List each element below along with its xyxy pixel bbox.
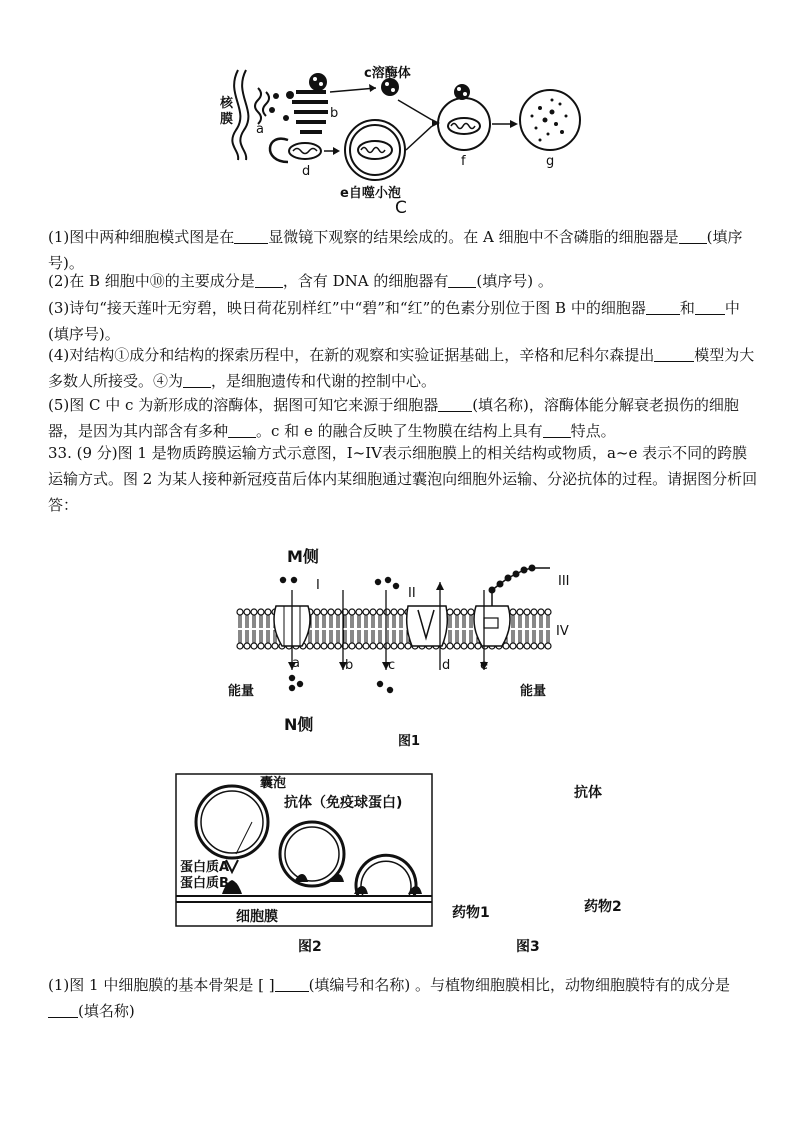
fig3-antibody-label: 抗体 (574, 785, 602, 801)
fig1-label-I: I (316, 578, 320, 593)
label-d: d (302, 164, 311, 179)
q32-p4-text3: ，是细胞遗传和代谢的控制中心。 (211, 372, 437, 390)
q32-p1-blank1[interactable] (234, 227, 268, 244)
q33-intro (48, 440, 760, 518)
label-b: b (330, 106, 339, 121)
q32-p1-text1: (1)图中两种细胞模式图是在 (48, 228, 235, 246)
q32-p3-blank2[interactable] (695, 298, 725, 315)
label-a: a (256, 122, 264, 137)
fig1-energy-left: 能量 (228, 684, 255, 699)
q32-part4 (48, 342, 760, 394)
q32-p1-text3: (填序号)。 (48, 228, 743, 272)
fig2-antibody-label: 抗体（免疫球蛋白) (284, 795, 403, 811)
q32-p5-text1: (5)图 C 中 c 为新形成的溶酶体，据图可知它来源于细胞器 (48, 396, 439, 414)
q32-p4-text1: (4)对结构①成分和结构的探索历程中，在新的观察和实验证据基础上，辛格和尼科尔森提出 (48, 346, 655, 364)
q32-p3-text1: (3)诗句“接天莲叶无穷碧，映日荷花别样红”中“碧”和“红”的色素分别位于图 B 中的细胞器 (48, 299, 646, 317)
q32-p5-blank2[interactable] (228, 421, 256, 438)
figure-2-caption: 图2 (298, 939, 322, 955)
fig1-label-b: b (345, 658, 354, 673)
label-nucleus-1: 核 (220, 96, 234, 111)
q32-part3 (48, 295, 760, 347)
label-nucleus-2: 膜 (220, 112, 234, 127)
fig1-label-II: II (408, 586, 416, 601)
q32-p2-text2: ，含有 DNA 的细胞器有 (282, 272, 449, 290)
q32-p3-text2: 和 (679, 299, 695, 317)
fig1-label-e: e (480, 658, 488, 673)
q32-p4-blank1[interactable] (654, 345, 694, 362)
q32-p5-blank3[interactable] (543, 421, 571, 438)
q32-p2-text3: (填序号) 。 (476, 272, 553, 290)
q33-p1-text1: (1)图 1 中细胞膜的基本骨架是 [ ] (48, 976, 275, 994)
q32-p1-blank2[interactable] (679, 227, 707, 244)
q32-p5-blank1[interactable] (438, 395, 472, 412)
figure-c-caption: C (395, 198, 407, 218)
q32-p1-text2: 显微镜下观察的结果绘成的。在 A 细胞中不含磷脂的细胞器是 (268, 228, 679, 246)
label-g: g (546, 154, 555, 169)
q32-part2 (48, 268, 760, 294)
q33-p1-blank1[interactable] (275, 975, 309, 992)
q32-p3-text3: 中(填序号)。 (48, 299, 740, 343)
q33-p1-blank2[interactable] (48, 1001, 78, 1018)
q32-p4-text2: 模型为大多数人所接受。④为 (48, 346, 755, 390)
fig1-label-IV: IV (556, 624, 569, 639)
fig1-energy-right: 能量 (520, 684, 547, 699)
fig2-protein-a-label: 蛋白质A (180, 860, 230, 875)
q32-p5-text3: 。c 和 e 的融合反映了生物膜在结构上具有 (256, 422, 543, 440)
q32-p2-blank2[interactable] (448, 271, 476, 288)
figure-3-caption: 图3 (516, 939, 540, 955)
fig2-protein-b-label: 蛋白质B (180, 876, 229, 891)
q33-p1-text2: (填编号和名称) 。与植物细胞膜相比，动物细胞膜特有的成分是 (308, 976, 731, 994)
q33-intro-text: 33. (9 分)图 1 是物质跨膜运输方式示意图，I~IV表示细胞膜上的相关结构或物质，a~e 表示不同的跨膜运输方式。图 2 为某人接种新冠疫苗后体内某细胞通过囊泡向细胞外运输、分泌抗体的过程。请据图分析回答： (48, 444, 758, 514)
q33-p1-text3: (填名称) (78, 1002, 135, 1020)
figure-1-caption: 图1 (398, 734, 421, 749)
q33-part1 (48, 972, 760, 1024)
fig1-n-side: N侧 (284, 715, 314, 734)
fig3-drug2-label: 药物2 (584, 899, 622, 915)
fig1-label-a: a (292, 656, 300, 671)
label-f: f (461, 154, 466, 169)
label-e-autophagosome: e自噬小泡 (340, 186, 401, 201)
fig1-label-III: III (558, 574, 570, 589)
label-c-lysosome: c溶酶体 (364, 66, 411, 81)
q32-p4-blank2[interactable] (183, 371, 211, 388)
q32-p5-text4: 特点。 (570, 422, 616, 440)
q32-p2-blank1[interactable] (255, 271, 283, 288)
fig3-drug1-label: 药物1 (452, 905, 490, 921)
fig2-membrane-label: 细胞膜 (236, 909, 278, 925)
fig1-m-side: M侧 (287, 547, 319, 566)
q32-part5 (48, 392, 760, 444)
fig2-vesicle-label: 囊泡 (260, 776, 287, 791)
q32-p3-blank1[interactable] (646, 298, 680, 315)
figure-3-drawing (0, 770, 800, 950)
q32-p5-text2: (填名称)，溶酶体能分解衰老损伤的细胞器，是因为其内部含有多种 (48, 396, 739, 440)
fig1-label-c: c (388, 658, 396, 673)
q32-p2-text1: (2)在 B 细胞中⑩的主要成分是 (48, 272, 255, 290)
fig1-label-d: d (442, 658, 451, 673)
